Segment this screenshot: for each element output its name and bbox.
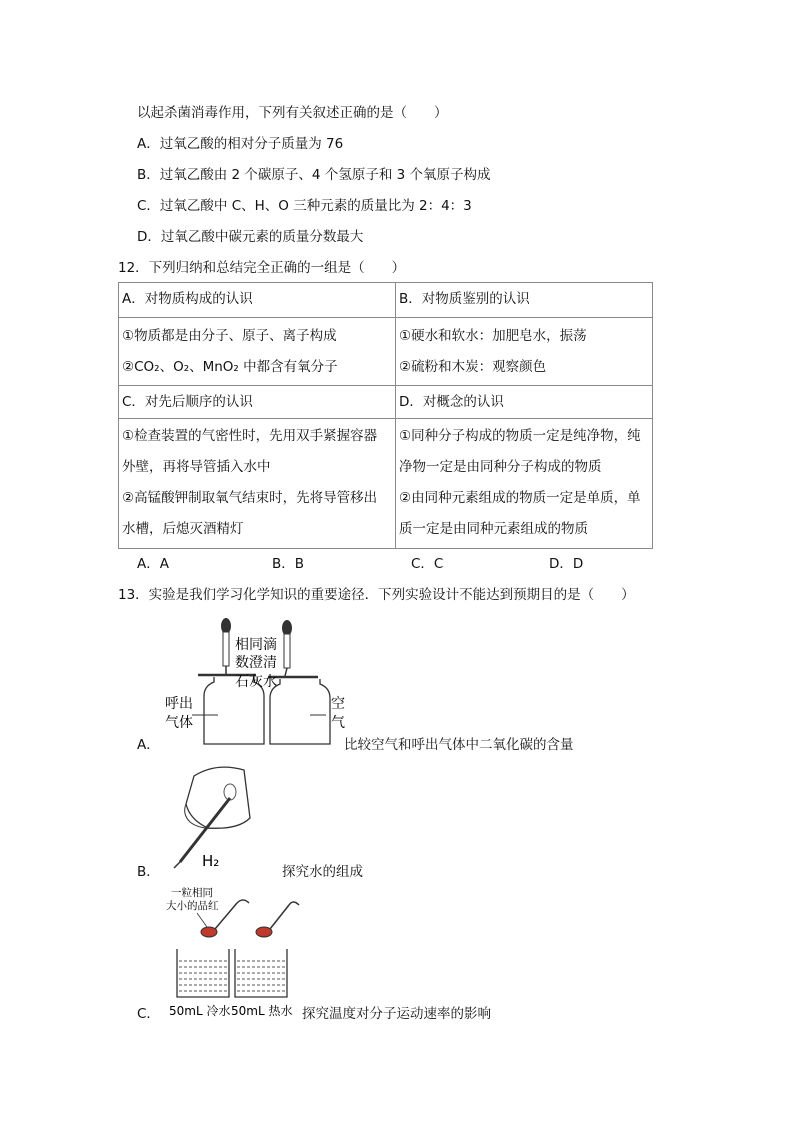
cell-a-body: ①物质都是由分子、原子、离子构成 ②CO₂、O₂、MnO₂ 中都含有氧分子 bbox=[122, 328, 338, 375]
q13-stem: 13．实验是我们学习化学知识的重要途径．下列实验设计不能达到预期目的是（ ） bbox=[118, 587, 635, 603]
q11-option-a: A．过氧乙酸的相对分子质量为 76 bbox=[137, 136, 344, 152]
cell-a-header: A．对物质构成的认识 bbox=[122, 291, 253, 307]
cell-b-body: ①硬水和软水：加肥皂水，振荡 ②硫粉和木炭：观察颜色 bbox=[399, 328, 587, 375]
fig-c-hot-label: 50mL 热水 bbox=[231, 1004, 293, 1018]
figure-b-hydrogen-flame bbox=[160, 758, 280, 878]
q11-option-b: B．过氧乙酸由 2 个碳原子、4 个氢原子和 3 个氧原子构成 bbox=[137, 167, 491, 183]
fig-a-left-label-2: 气体 bbox=[165, 715, 193, 731]
q11-option-c: C．过氧乙酸中 C、H、O 三种元素的质量比为 2：4：3 bbox=[137, 198, 472, 214]
figure-c-beakers bbox=[165, 885, 305, 1020]
q13-option-b-desc: 探究水的组成 bbox=[282, 864, 363, 880]
fig-c-note-1: 一粒相同 bbox=[171, 887, 213, 899]
q13-option-a-desc: 比较空气和呼出气体中二氧化碳的含量 bbox=[344, 737, 574, 753]
flame-icon bbox=[224, 784, 236, 800]
table-divider bbox=[119, 418, 652, 419]
spoon-icon bbox=[256, 902, 299, 937]
q11-option-d: D．过氧乙酸中碳元素的质量分数最大 bbox=[137, 229, 364, 245]
figure-a-gas-bottles bbox=[160, 612, 360, 752]
fig-a-drop-label-1: 相同滴 bbox=[235, 637, 277, 653]
q12-choice-c: C．C bbox=[411, 556, 444, 572]
q12-choice-b: B．B bbox=[272, 556, 305, 572]
q11-stem-tail: 以起杀菌消毒作用，下列有关叙述正确的是（ ） bbox=[137, 105, 448, 121]
fig-a-drop-label-3: 石灰水 bbox=[235, 674, 277, 690]
q13-option-a-label: A． bbox=[137, 737, 160, 753]
fig-a-right-label-1: 空 bbox=[331, 696, 345, 712]
dropper-icon bbox=[282, 620, 292, 676]
q12-stem: 12．下列归纳和总结完全正确的一组是（ ） bbox=[118, 260, 406, 276]
q12-choice-a: A．A bbox=[137, 556, 169, 572]
cell-c-body: ①检查装置的气密性时，先用双手紧握容器 外壁，再将导管插入水中 ②高锰酸钾制取氧气结束时，先将导管移出 水槽，后熄灭酒精灯 bbox=[122, 428, 378, 537]
fig-a-left-label-1: 呼出 bbox=[165, 696, 193, 712]
table-divider bbox=[119, 317, 652, 318]
cell-d-body: ①同种分子构成的物质一定是纯净物，纯 净物一定是由同种分子构成的物质 ②由同种元素组成的物质一定是单质，单 质一定是由同种元素组成的物质 bbox=[399, 428, 641, 537]
fig-c-note-2: 大小的品红 bbox=[166, 900, 219, 912]
fig-c-cold-label: 50mL 冷水 bbox=[169, 1004, 231, 1018]
cell-d-header: D．对概念的认识 bbox=[399, 394, 504, 410]
fig-a-right-label-2: 气 bbox=[331, 715, 345, 731]
q13-option-c-desc: 探究温度对分子运动速率的影响 bbox=[302, 1006, 491, 1022]
cell-b-header: B．对物质鉴别的认识 bbox=[399, 291, 530, 307]
fig-a-drop-label-2: 数澄清 bbox=[235, 655, 277, 671]
dropper-icon bbox=[221, 618, 231, 674]
inverted-beaker bbox=[186, 767, 250, 828]
q12-table bbox=[118, 282, 653, 549]
cell-c-header: C．对先后顺序的认识 bbox=[122, 394, 253, 410]
q13-option-b-label: B． bbox=[137, 864, 160, 880]
q12-choice-d: D．D bbox=[549, 556, 584, 572]
fig-b-gas-label: H₂ bbox=[202, 852, 220, 870]
gas-bottle-right bbox=[270, 679, 330, 744]
q13-option-c-label: C． bbox=[137, 1006, 160, 1022]
